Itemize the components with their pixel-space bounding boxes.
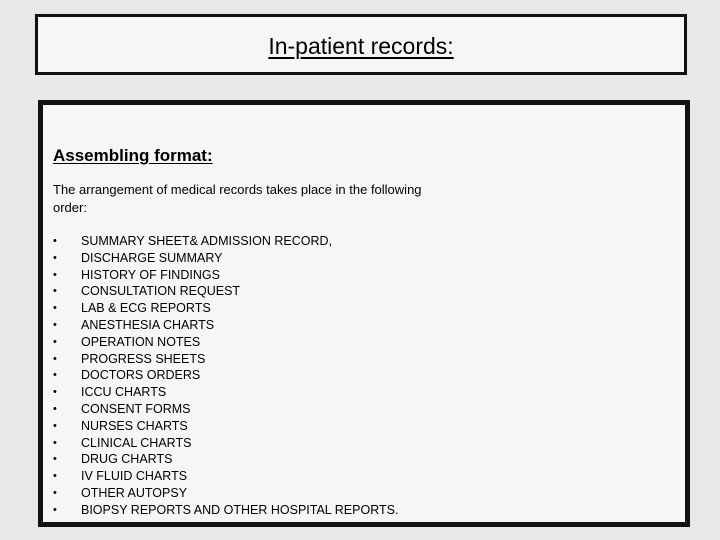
bullet-icon: • (53, 453, 57, 466)
list-item-label: DRUG CHARTS (81, 452, 173, 467)
list-item (53, 418, 398, 435)
bullet-icon: • (53, 235, 57, 247)
bullet-icon: • (53, 285, 57, 298)
list-item-label: OTHER AUTOPSY (81, 485, 188, 500)
list-item (53, 334, 398, 351)
list-item-label: LAB & ECG REPORTS (81, 301, 211, 316)
bullet-icon: • (53, 419, 57, 432)
list-item (53, 485, 398, 502)
list-item (53, 233, 398, 250)
list-item (53, 401, 398, 418)
list-item-label: NURSES CHARTS (81, 418, 188, 433)
record-order-list (53, 233, 398, 519)
list-item-label: CLINICAL CHARTS (81, 435, 192, 450)
list-item-label: DOCTORS ORDERS (81, 368, 201, 383)
list-item (53, 300, 398, 317)
list-item-label: CONSENT FORMS (81, 401, 191, 416)
bullet-icon: • (53, 503, 57, 516)
list-item (53, 267, 398, 284)
title-box (35, 14, 687, 75)
bullet-icon: • (53, 369, 57, 382)
list-item (53, 384, 398, 401)
page-title: In-patient records: (268, 33, 454, 59)
list-item-label: ANESTHESIA CHARTS (81, 317, 215, 332)
list-item-label: IV FLUID CHARTS (81, 469, 188, 484)
list-item (53, 351, 398, 368)
bullet-icon: • (53, 470, 57, 483)
list-item-label: BIOPSY REPORTS AND OTHER HOSPITAL REPORTS. (81, 502, 399, 517)
list-item-label: SUMMARY SHEET& ADMISSION RECORD, (81, 234, 332, 248)
bullet-icon: • (53, 302, 57, 315)
bullet-icon: • (53, 436, 57, 449)
list-item-label: CONSULTATION REQUEST (81, 284, 241, 299)
bullet-icon: • (53, 335, 57, 348)
list-item (53, 283, 398, 300)
bullet-icon: • (53, 268, 57, 281)
intro-text: The arrangement of medical records takes place in the following order: (53, 182, 422, 215)
content-box (38, 100, 690, 527)
bullet-icon: • (53, 402, 57, 415)
list-item (53, 317, 398, 334)
bullet-icon: • (53, 486, 57, 499)
bullet-icon: • (53, 318, 57, 331)
list-item (53, 367, 398, 384)
list-item-label: HISTORY OF FINDINGS (81, 267, 220, 282)
list-item (53, 451, 398, 468)
list-item (53, 502, 398, 519)
list-item-label: OPERATION NOTES (81, 334, 201, 349)
list-item (53, 468, 398, 485)
bullet-icon: • (53, 352, 57, 365)
section-heading: Assembling format: (53, 146, 213, 165)
bullet-icon: • (53, 251, 57, 264)
bullet-icon: • (53, 386, 57, 399)
list-item-label: PROGRESS SHEETS (81, 351, 206, 366)
list-item-label: ICCU CHARTS (81, 385, 167, 400)
list-item (53, 250, 398, 267)
list-item (53, 435, 398, 452)
list-item-label: DISCHARGE SUMMARY (81, 250, 223, 265)
